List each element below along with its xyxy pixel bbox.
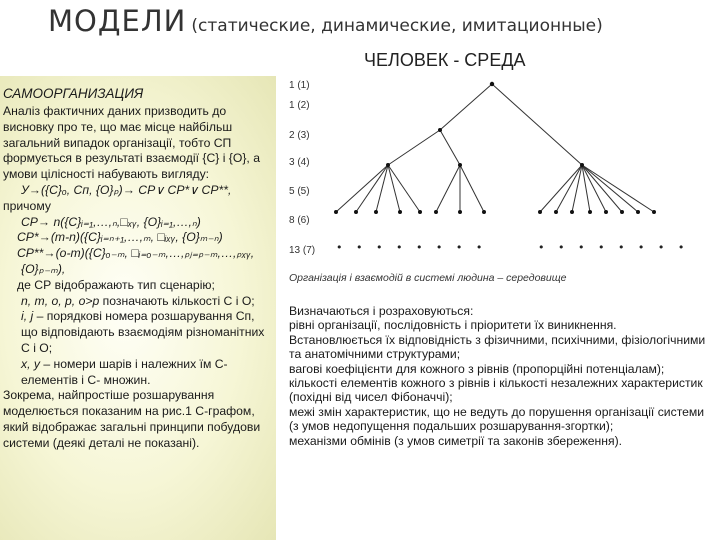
level-label-3: 2 (3) xyxy=(289,130,310,141)
formula-2: СР*→(m-n)({С}ᵢ₌ₙ₊₁,…,ₘ, □ᵢₓᵧ, {О}ₘ₋ₙ) xyxy=(17,230,223,245)
level-label-4: 3 (4) xyxy=(289,157,310,168)
level-label-1: 1 (1) xyxy=(289,80,310,91)
explain-counts-vars: n, m, o, p, o>p xyxy=(21,293,100,308)
node xyxy=(636,210,640,214)
right-item-4: кількості елементів кожного з рівнів і кількості незалежних характеристик (похідні від чисел Фібоначчі); xyxy=(289,376,703,405)
node xyxy=(580,163,584,167)
title-main: МОДЕЛИ xyxy=(48,4,187,38)
formula-1: СР→ n({С}ᵢ₌₁,…,ₙ,□ₓᵧ, {О}ᵢ₌₁,…,ₙ) xyxy=(21,214,201,229)
edge xyxy=(440,84,492,130)
node-root xyxy=(490,82,494,86)
node xyxy=(538,210,542,214)
level-label-7: 13 (7) xyxy=(289,245,316,256)
self-organization-heading: САМООРГАНИЗАЦИЯ xyxy=(3,86,144,101)
figure-caption: Організація і взаємодій в системі людина – середовище xyxy=(289,272,567,284)
node xyxy=(652,210,656,214)
node xyxy=(458,210,462,214)
edge xyxy=(556,165,582,212)
node xyxy=(354,210,358,214)
explain-indices-text: – порядкові номера розшарування Сп, що відповідають взаємодіям різноманітних С і О; xyxy=(21,309,265,355)
edge xyxy=(376,165,388,212)
edge xyxy=(582,165,654,212)
edge xyxy=(388,130,440,165)
edge xyxy=(436,165,460,212)
node xyxy=(482,210,486,214)
level-label-6: 8 (6) xyxy=(289,215,310,226)
node xyxy=(620,210,624,214)
edge xyxy=(440,130,460,165)
conclusion-paragraph: Зокрема, найпростіше розшарування моделюється показаним на рис.1 С-графом, який відображає загальні принципи побудови системи (деякі деталі не показані). xyxy=(3,388,261,450)
edge xyxy=(388,165,400,212)
node xyxy=(570,210,574,214)
explain-indices-vars: i, j xyxy=(21,309,34,324)
node xyxy=(434,210,438,214)
edge xyxy=(582,165,638,212)
title-parenthetical: (статические, динамические, имитационные) xyxy=(191,16,603,36)
node xyxy=(554,210,558,214)
level-label-2: 1 (2) xyxy=(289,100,310,111)
tree-nodes xyxy=(334,82,656,214)
node xyxy=(398,210,402,214)
dots-row-left: • • • • • • • • xyxy=(336,241,488,254)
node xyxy=(588,210,592,214)
node xyxy=(418,210,422,214)
right-item-5: межі змін характеристик, що не ведуть до порушення організації системи (з умов недопущення подальших розшарування-згортки); xyxy=(289,404,705,434)
explain-counts-text: позначають кількості С і О; xyxy=(99,293,255,308)
right-item-3: вагові коефіцієнти для кожного з рівнів (пропорційні потенціалам); xyxy=(289,361,665,376)
formula-3: СР**→(o-m)({С}ₒ₋ₘ, □ᵢ₌ₒ₋ₘ,…,ₚⱼ₌ₚ₋ₘ,…,ₚₓᵧ, xyxy=(17,246,255,261)
edge xyxy=(356,165,388,212)
right-intro: Визначаються і розраховуються: xyxy=(289,304,474,318)
tree-edges xyxy=(336,84,654,212)
right-text-block xyxy=(289,304,714,448)
node xyxy=(458,163,462,167)
edge xyxy=(388,165,420,212)
edge xyxy=(336,165,388,212)
formula-main: У→({С}ₒ, Сп, {О}ₚ)→ СР∨ СР*∨ СР**, xyxy=(21,182,232,197)
node xyxy=(334,210,338,214)
formula-3-cont: {О}ₚ₋ₘ), xyxy=(21,261,66,276)
right-item-2: Встановлюється їх відповідність з фізичними, психічними, фізіологічними та анатомічними структурами; xyxy=(289,332,706,362)
intro-paragraph: Аналіз фактичних даних призводить до висновку про те, що має місце найбільш загальний випадок організації, тобто СП формується в результаті взаємодії {С} і {О}, а умови цілісності набувають вигляду: xyxy=(3,104,260,182)
edge xyxy=(572,165,582,212)
right-item-1: рівні організації, послідовність і пріоритети їх виникнення. xyxy=(289,318,617,333)
level-label-5: 5 (5) xyxy=(289,186,310,197)
where-word: причому xyxy=(3,198,51,213)
edge xyxy=(540,165,582,212)
node xyxy=(438,128,442,132)
explain-layers-vars: x, y xyxy=(21,356,40,371)
explain-layers-text: – номери шарів і належних їм С-елементів і С- множин. xyxy=(21,356,228,387)
edge xyxy=(460,165,484,212)
slide-subtitle: ЧЕЛОВЕК - СРЕДА xyxy=(364,50,526,70)
node xyxy=(374,210,378,214)
edge xyxy=(492,84,582,165)
right-item-6: механізми обмінів (з умов симетрії та законів збереження). xyxy=(289,433,623,448)
node xyxy=(604,210,608,214)
node xyxy=(386,163,390,167)
explain-cp: де СР відображають тип сценарію; xyxy=(17,277,215,292)
dots-row-right: • • • • • • • • xyxy=(538,241,690,254)
